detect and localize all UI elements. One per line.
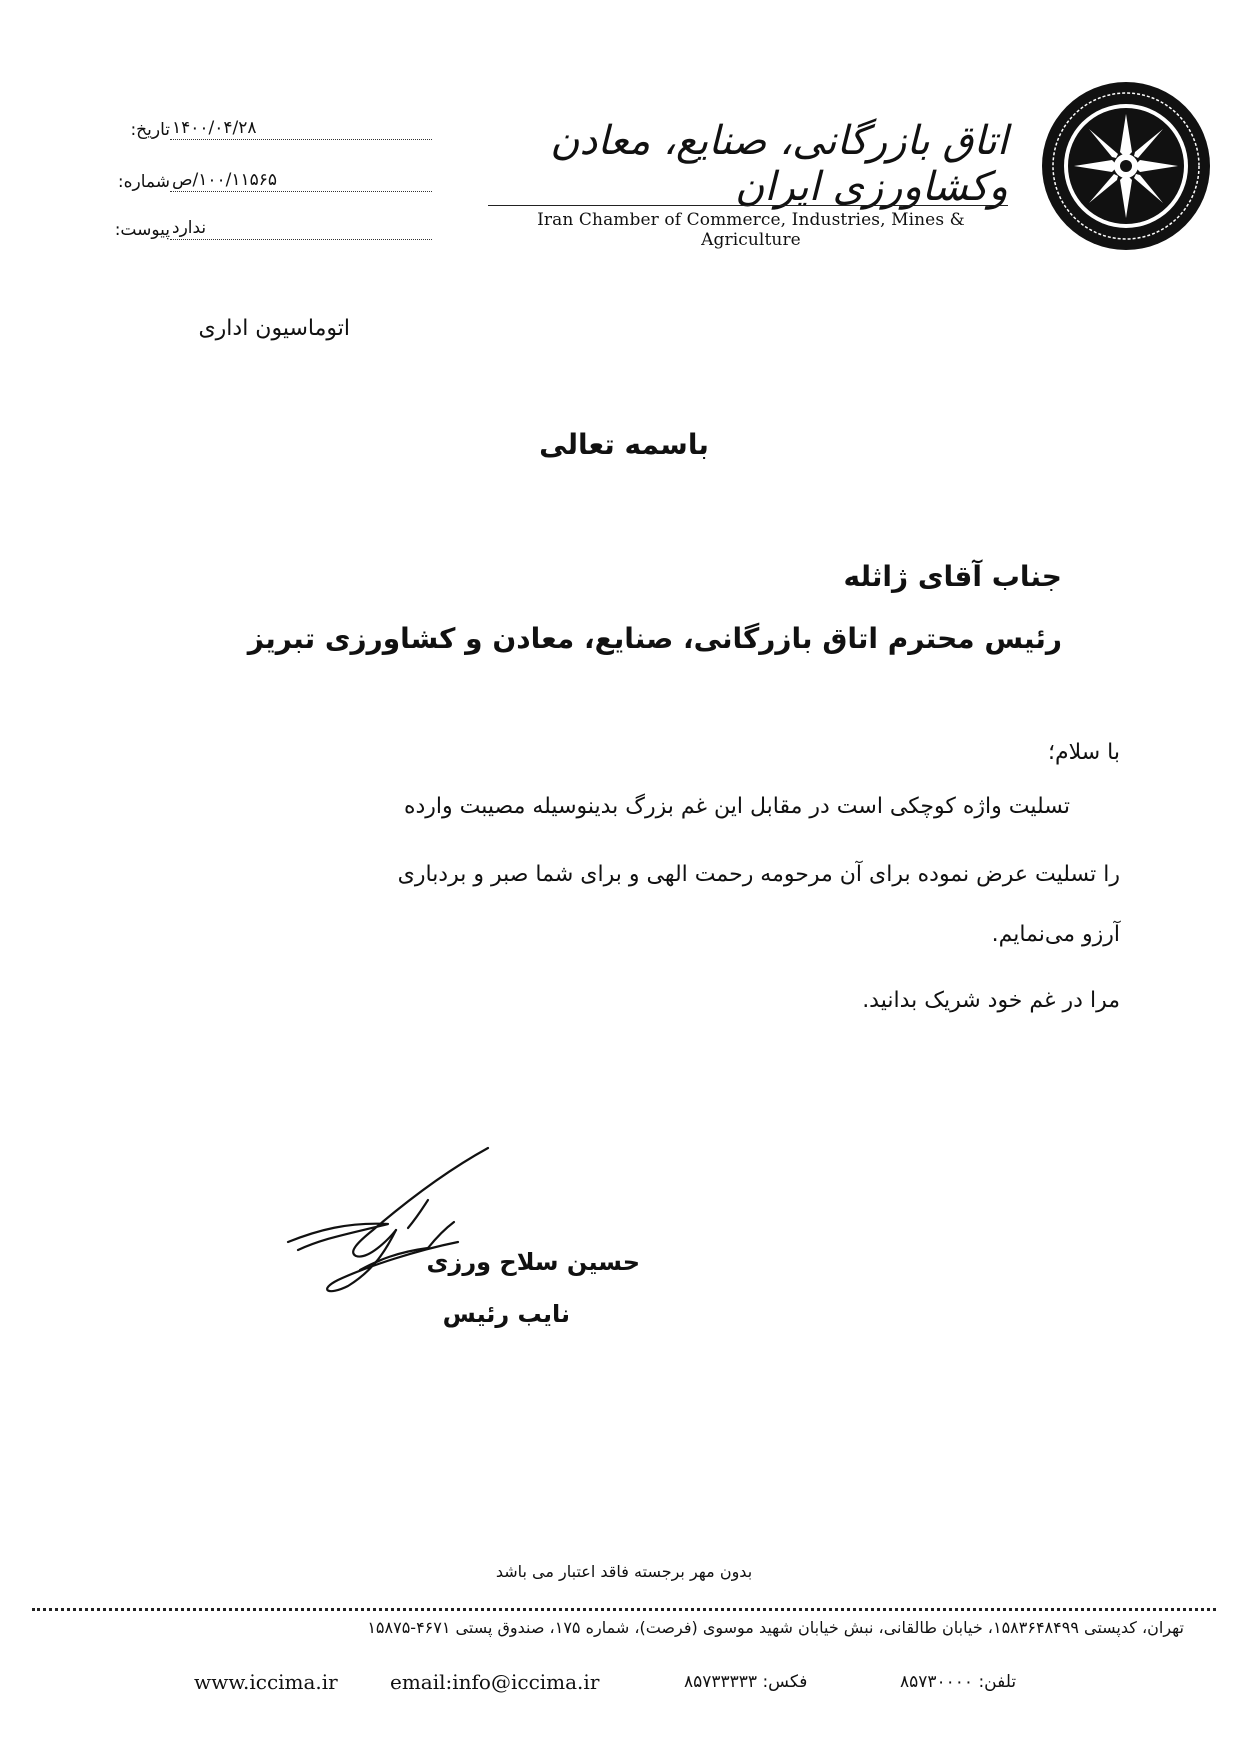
body-line-2: را تسلیت عرض نموده برای آن مرحومه رحمت الهی و برای شما صبر و بردباری bbox=[397, 862, 1120, 887]
body-line-1: تسلیت واژه کوچکی است در مقابل این غم بزرگ بدینوسیله مصیبت وارده bbox=[403, 794, 1070, 819]
org-name-fa: اتاق بازرگانی، صنایع، معادن وکشاورزی ایران bbox=[550, 118, 1008, 210]
basmala: باسمه تعالی bbox=[539, 428, 709, 461]
phone-number: تلفن: ۸۵۷۳۰۰۰۰ bbox=[900, 1672, 1017, 1692]
date-label: تاریخ: bbox=[130, 120, 170, 140]
department-label: اتوماسیون اداری bbox=[198, 316, 350, 341]
footer-address: تهران، کدپستی ۱۵۸۳۶۴۸۴۹۹، خیابان طالقانی، نبش خیابان شهید موسوی (فرصت)، شماره ۱۷۵، صندوق پستی ۴۶۷۱-۱۵۸۷۵ bbox=[367, 1618, 1184, 1637]
signatory-name: حسین سلاح ورزی bbox=[426, 1248, 640, 1276]
addressee-title: رئیس محترم اتاق بازرگانی، صنایع، معادن و کشاورزی تبریز bbox=[247, 622, 1062, 655]
signatory-title: نایب رئیس bbox=[442, 1300, 570, 1328]
addressee-name: جناب آقای ژاثله bbox=[843, 560, 1062, 593]
footer-divider bbox=[32, 1608, 1216, 1611]
attachment-field bbox=[100, 208, 440, 240]
body-line-3: آرزو می‌نمایم. bbox=[991, 922, 1120, 947]
attachment-label: پیوست: bbox=[114, 220, 170, 240]
date-field bbox=[100, 108, 440, 140]
website-link[interactable]: www.iccima.ir bbox=[194, 1670, 338, 1694]
number-field bbox=[100, 160, 440, 192]
header-divider bbox=[488, 205, 1008, 206]
body-line-4: مرا در غم خود شریک بدانید. bbox=[862, 988, 1120, 1013]
attachment-value: ندارد bbox=[170, 218, 432, 240]
date-value: ۱۴۰۰/۰۴/۲۸ bbox=[170, 118, 432, 140]
validity-note: بدون مهر برجسته فاقد اعتبار می باشد bbox=[495, 1562, 753, 1581]
email-link[interactable]: email:info@iccima.ir bbox=[390, 1670, 600, 1694]
greeting: با سلام؛ bbox=[1048, 740, 1120, 765]
org-name-en: Iran Chamber of Commerce, Industries, Mines & Agriculture bbox=[537, 210, 965, 250]
number-label: شماره: bbox=[117, 172, 170, 192]
fax-number: فکس: ۸۵۷۳۳۳۳۳ bbox=[684, 1672, 808, 1692]
number-value: ۱۰۰/۱۱۵۶۵/ص bbox=[170, 170, 432, 192]
chamber-seal-icon bbox=[1040, 80, 1212, 252]
